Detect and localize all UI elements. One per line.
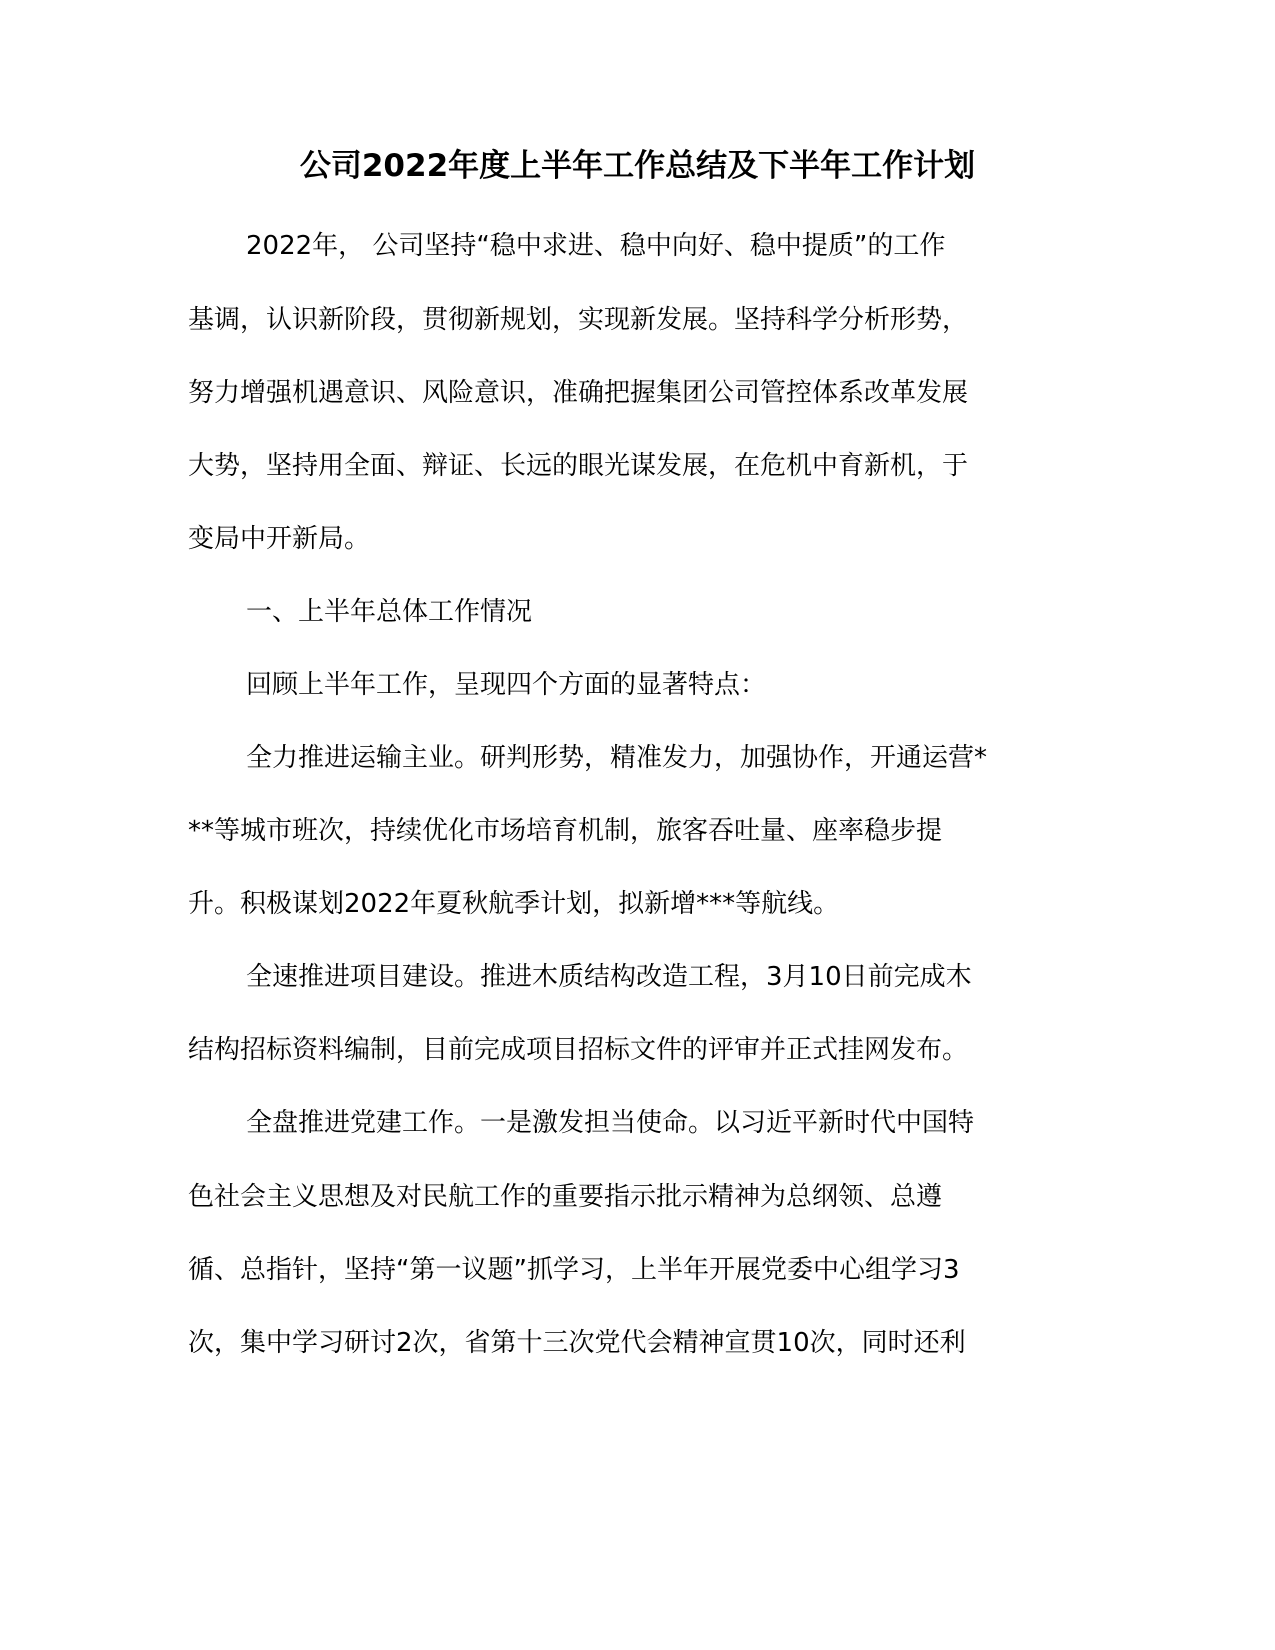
paragraph-line-5: 变局中开新局。: [188, 524, 371, 554]
paragraph-line-1: 2022年， 公司坚持“稳中求进、稳中向好、稳中提质”的工作: [246, 231, 946, 261]
paragraph-line-16: 次，集中学习研讨2次，省第十三次党代会精神宣贯10次，同时还利: [188, 1328, 966, 1358]
paragraph-line-7: 回顾上半年工作，呈现四个方面的显著特点：: [246, 670, 767, 700]
paragraph-line-3: 努力增强机遇意识、风险意识，准确把握集团公司管控体系改革发展: [188, 378, 969, 408]
document-title: 公司2022年度上半年工作总结及下半年工作计划: [299, 148, 976, 184]
paragraph-line-14: 色社会主义思想及对民航工作的重要指示批示精神为总纲领、总遵: [188, 1182, 943, 1212]
section-heading: 一、上半年总体工作情况: [246, 597, 533, 627]
paragraph-line-9: **等城市班次，持续优化市场培育机制，旅客吞吐量、座率稳步提: [188, 816, 943, 846]
paragraph-line-15: 循、总指针，坚持“第一议题”抓学习，上半年开展党委中心组学习3: [188, 1255, 960, 1285]
paragraph-line-11: 全速推进项目建设。推进木质结构改造工程，3月10日前完成木: [246, 962, 972, 992]
paragraph-line-13: 全盘推进党建工作。一是激发担当使命。以习近平新时代中国特: [246, 1108, 975, 1138]
paragraph-line-10: 升。积极谋划2022年夏秋航季计划，拟新增***等航线。: [188, 889, 840, 919]
paragraph-line-8: 全力推进运输主业。研判形势，精准发力，加强协作，开通运营*: [246, 743, 988, 773]
paragraph-line-2: 基调，认识新阶段，贯彻新规划，实现新发展。坚持科学分析形势，: [188, 305, 969, 335]
paragraph-line-4: 大势，坚持用全面、辩证、长远的眼光谋发展，在危机中育新机，于: [188, 451, 969, 481]
paragraph-line-12: 结构招标资料编制，目前完成项目招标文件的评审并正式挂网发布。: [188, 1035, 969, 1065]
